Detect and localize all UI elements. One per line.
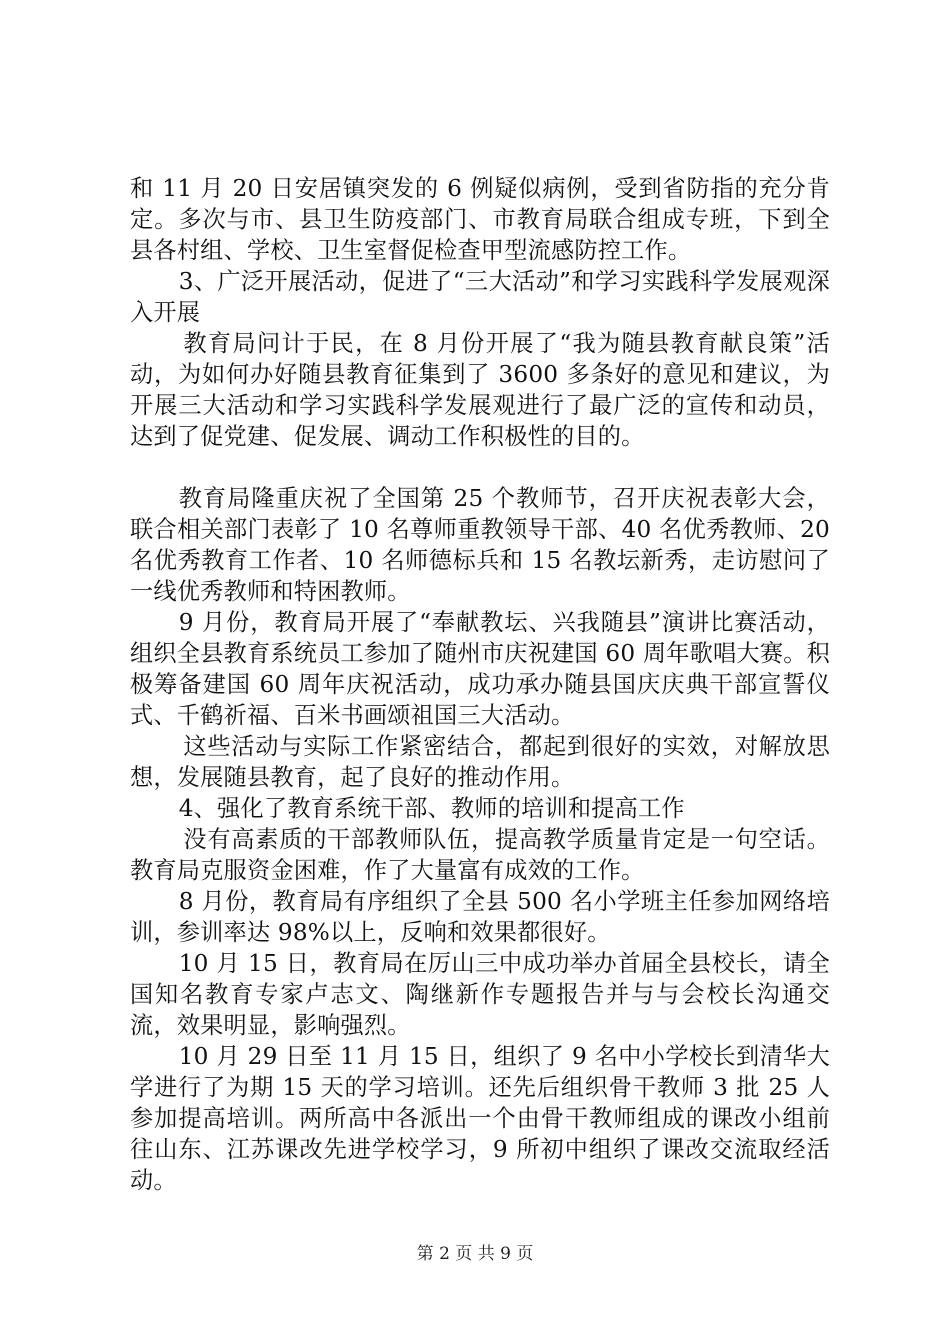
section-heading-4: 4、强化了教育系统干部、教师的培训和提高工作 [178,795,685,822]
paragraph-teachers-day: 教育局隆重庆祝了全国第 25 个教师节，召开庆祝表彰大会，联合相关部门表彰了 10 名尊师重教领导干部、40 名优秀教师、20 名优秀教育工作者、10 名师德标兵和 15 名教坛新秀，走访慰问了一线优秀教师和特困教师。 [130,485,830,605]
paragraph-online-training: 8 月份，教育局有序组织了全县 500 名小学班主任参加网络培训，参训率达 98%以上，反响和效果都很好。 [130,888,830,946]
paragraph-tsinghua-training: 10 月 29 日至 11 月 15 日，组织了 9 名中小学校长到清华大学进行了为期 15 天的学习培训。还先后组织骨干教师 3 批 25 人参加提高培训。两所高中各派出一个由骨干教师组成的课改小组前往山东、江苏课改先进学校学习，9 所初中组织了课改交流取经活动。 [130,1043,830,1194]
paragraph-speech-contest: 9 月份，教育局开展了“奉献教坛、兴我随县”演讲比赛活动，组织全县教育系统员工参加了随州市庆祝建国 60 周年歌唱大赛。积极筹备建国 60 周年庆祝活动，成功承办随县国庆庆典干部宣誓仪式、千鹤祈福、百米书画颂祖国三大活动。 [130,609,830,729]
paragraph-teacher-quality: 没有高素质的干部教师队伍，提高教学质量肯定是一句空话。教育局克服资金困难，作了大量富有成效的工作。 [130,826,830,884]
paragraph-suggestions-campaign: 教育局问计于民，在 8 月份开展了“我为随县教育献良策”活动，为如何办好随县教育征集到了 3600 多条好的意见和建议，为开展三大活动和学习实践科学发展观进行了最广泛的宣传和动员，达到了促党建、促发展、调动工作积极性的目的。 [130,330,830,450]
paragraph-principal-forum: 10 月 15 日，教育局在厉山三中成功举办首届全县校长，请全国知名教育专家卢志文、陶继新作专题报告并与与会校长沟通交流，效果明显，影响强烈。 [130,950,830,1039]
paragraph-epidemic-control: 和 11 月 20 日安居镇突发的 6 例疑似病例，受到省防指的充分肯定。多次与市、县卫生防疫部门、市教育局联合组成专班，下到全县各村组、学校、卫生室督促检查甲型流感防控工作。 [130,175,830,264]
document-body [130,173,830,1196]
page-footer: 第 2 页 共 9 页 [416,1244,534,1264]
paragraph-spacer [130,452,830,483]
paragraph-activities-effect: 这些活动与实际工作紧密结合，都起到很好的实效，对解放思想，发展随县教育，起了良好的推动作用。 [130,733,830,791]
section-heading-3: 3、广泛开展活动，促进了“三大活动”和学习实践科学发展观深入开展 [130,268,830,326]
